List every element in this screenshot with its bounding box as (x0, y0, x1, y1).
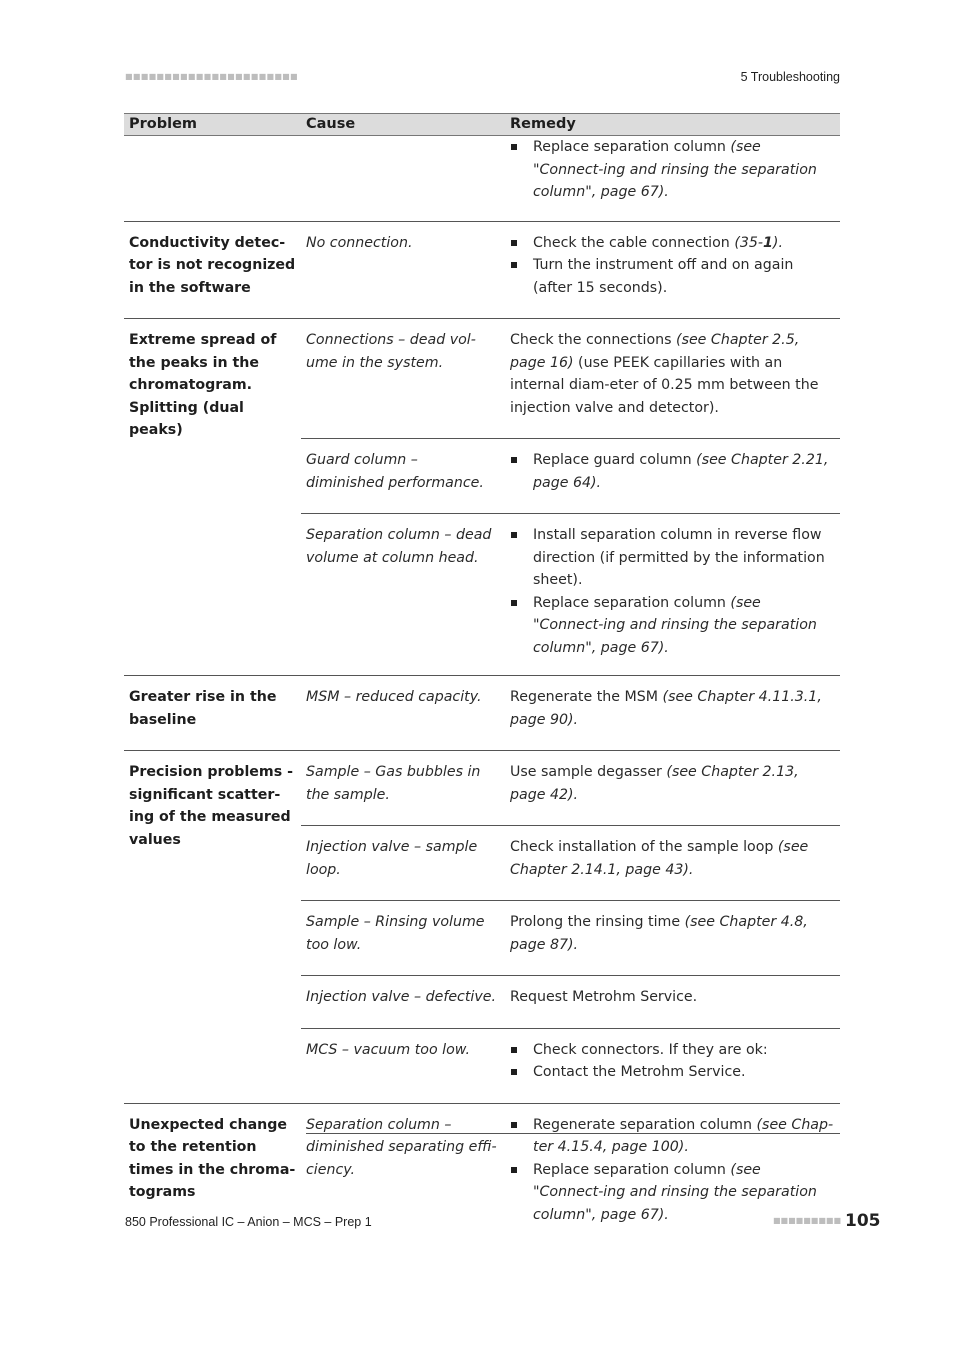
remedy-bullet: Replace separation column (see "Connect-ing and rinsing the separation column", page 67). (510, 1159, 834, 1227)
remedy-cell: Check installation of the sample loop (see Chapter 2.14.1, page 43). (510, 839, 809, 878)
cause-cell: MCS – vacuum too low. (306, 1041, 470, 1058)
remedy-bullet: Replace guard column (see Chapter 2.21, page 64). (510, 449, 834, 494)
cross-reference: (see Chapter 2.21, page 64). (533, 452, 829, 491)
remedy-cell (505, 136, 840, 204)
cross-reference: (35-1). (734, 234, 783, 251)
table-row (124, 222, 840, 320)
footer-document-title: 850 Professional IC – Anion – MCS – Prep 1 (125, 1215, 372, 1229)
footer-decoration-dots: ■■■■■■■■■ (773, 1216, 842, 1225)
cross-reference: (see Chapter 4.11.3.1, page 90). (510, 689, 822, 728)
remedy-bullet: Contact the Metrohm Service. (510, 1061, 834, 1084)
remedy-cell: Check the connections (see Chapter 2.5, page 16) (use PEEK capillaries with an internal diam-eter of 0.25 mm between the injection valve and detector). (510, 332, 819, 416)
cross-reference: (see Chap-ter 4.15.4, page 100). (533, 1116, 834, 1155)
remedy-bullet: Replace separation column (see "Connect-ing and rinsing the separation column", page 67). (510, 592, 834, 660)
troubleshooting-table (124, 113, 840, 1245)
remedy-bullet: Turn the instrument off and on again (after 15 seconds). (510, 254, 834, 299)
problem-cell: Precision problems - significant scatter-ing of the measured values (129, 764, 293, 848)
cause-cell: Separation column – dead volume at column head. (306, 527, 492, 566)
running-header-section: 5 Troubleshooting (740, 70, 840, 84)
remedy-cell: Prolong the rinsing time (see Chapter 4.8, page 87). (510, 914, 808, 953)
remedy-cell (505, 1039, 840, 1084)
remedy-bullet: Replace separation column (see "Connect-ing and rinsing the separation column", page 67). (510, 136, 834, 204)
column-header-cause: Cause (306, 116, 356, 132)
cause-cell: Connections – dead vol-ume in the system. (306, 332, 476, 371)
table-row-continuation (124, 136, 840, 222)
remedy-cell (505, 449, 840, 494)
problem-cell: Greater rise in the baseline (129, 689, 277, 728)
cause-cell: Guard column – diminished performance. (306, 452, 484, 491)
cause-cell: MSM – reduced capacity. (306, 689, 482, 705)
remedy-bullet: Install separation column in reverse flow direction (if permitted by the information sheet). (510, 524, 834, 592)
cause-cell: No connection. (306, 234, 413, 251)
cause-cell: Separation column – diminished separating effi-ciency. (306, 1116, 497, 1178)
cross-reference: (see "Connect-ing and rinsing the separation column", page 67). (533, 1161, 817, 1223)
remedy-cell: Use sample degasser (see Chapter 2.13, page 42). (510, 764, 799, 803)
cause-cell: Sample – Rinsing volume too low. (306, 914, 485, 953)
column-header-remedy: Remedy (510, 116, 576, 132)
column-header-problem: Problem (129, 116, 198, 132)
remedy-cell (505, 524, 840, 659)
problem-cell: Conductivity detec-tor is not recognized in the software (129, 234, 296, 296)
problem-cell: Extreme spread of the peaks in the chromatogram. Splitting (dual peaks) (129, 332, 277, 438)
header-decoration-dots: ■■■■■■■■■■■■■■■■■■■■■■ (125, 72, 298, 81)
table-header-row (124, 113, 840, 136)
remedy-cell: Regenerate the MSM (see Chapter 4.11.3.1, page 90). (510, 689, 822, 728)
remedy-cell (505, 232, 840, 300)
remedy-bullet: Check the cable connection (35-1). (510, 232, 834, 255)
cross-reference: (see Chapter 2.5, page 16) (510, 332, 800, 371)
remedy-cell: Request Metrohm Service. (510, 989, 698, 1005)
table-row (124, 751, 840, 1104)
page-number: 105 (845, 1211, 881, 1231)
cause-cell: Injection valve – sample loop. (306, 839, 478, 878)
remedy-bullet: Regenerate separation column (see Chap-ter 4.15.4, page 100). (510, 1114, 834, 1159)
cross-reference: (see Chapter 4.8, page 87). (510, 914, 808, 953)
table-row (124, 676, 840, 751)
cross-reference: (see Chapter 2.13, page 42). (510, 764, 799, 803)
table-row (124, 319, 840, 676)
table-bottom-rule (306, 1133, 840, 1134)
remedy-cell (505, 1114, 840, 1227)
remedy-bullet: Check connectors. If they are ok: (510, 1039, 834, 1062)
cross-reference: (see "Connect-ing and rinsing the separation column", page 67). (533, 139, 817, 200)
problem-cell: Unexpected change to the retention times in the chroma-tograms (129, 1116, 296, 1200)
cross-reference: (see Chapter 2.14.1, page 43). (510, 839, 809, 878)
cause-cell: Injection valve – defective. (306, 989, 497, 1005)
cross-reference: (see "Connect-ing and rinsing the separation column", page 67). (533, 594, 817, 656)
cause-cell: Sample – Gas bubbles in the sample. (306, 764, 481, 803)
